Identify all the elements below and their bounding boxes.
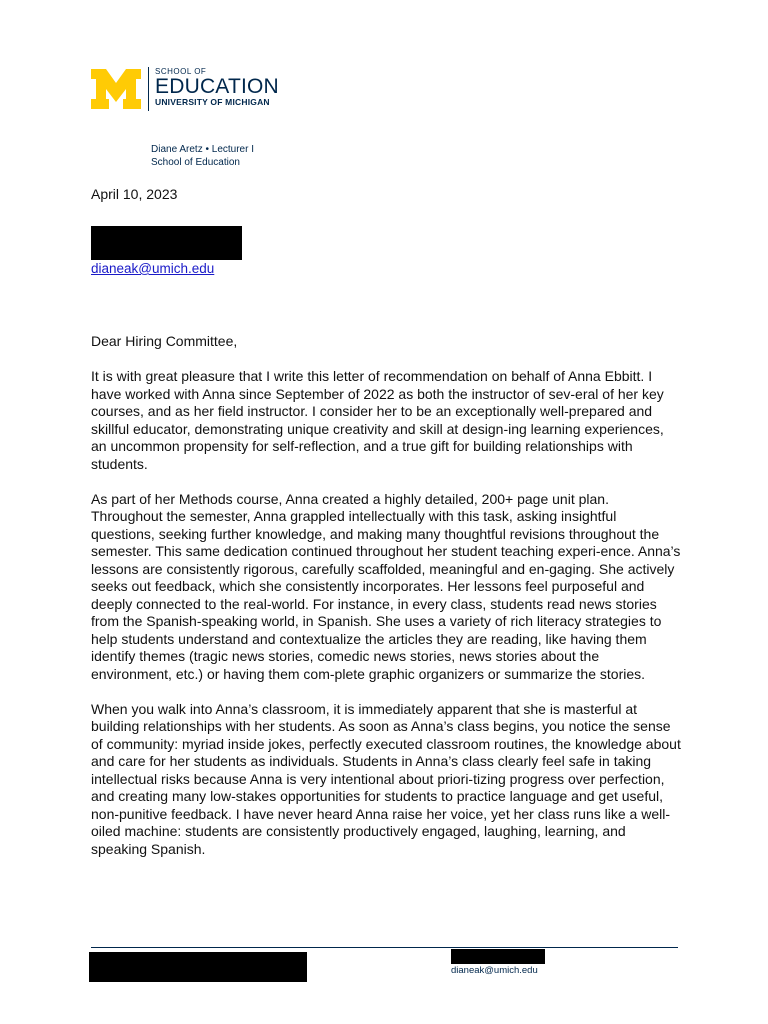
paragraph-2: As part of her Methods course, Anna created a highly detailed, 200+ page unit plan. Throughout the semester, Anna grappled intellectually with this task, asking insightful questions, seeking further knowledge, and making many thoughtful revisions throughout the semester. This same dedication continued throughout her student teaching experi-ence. Anna’s lessons are consistently rigorous, carefully scaffolded, meaningful and en-gaging. She actively seeks out feedback, which she consistently incorporates. Her lessons feel purposeful and deeply connected to the real-world. For instance, in every class, students read news stories from the Spanish-speaking world, in Spanish. She uses a variety of rich literacy strategies to help students understand and contextualize the articles they are reading, like having them identify themes (tragic news stories, comedic news stories, news stories about the environment, etc.) or having them com-plete graphic organizers or summarize the stories.	[91, 490, 681, 682]
paragraph-1: It is with great pleasure that I write this letter of recommendation on behalf of Anna Ebbitt. I have worked with Anna since September of 2022 as both the instructor of sev-eral of her key courses, and as her field instructor. I consider her to be an exceptionally well-prepared and skillful educator, demonstrating unique creativity and skill at design-ing learning experiences, an uncommon propensity for self-reflection, and a true gift for building relationships with students.	[91, 368, 664, 472]
footer-email: dianeak@umich.edu	[451, 965, 538, 976]
letter-date: April 10, 2023	[91, 186, 178, 202]
logo-university: UNIVERSITY OF MICHIGAN	[155, 97, 270, 107]
footer-divider	[91, 947, 678, 948]
logo-education: EDUCATION	[155, 75, 279, 98]
logo-school-of: SCHOOL OF	[155, 67, 207, 76]
block-m-icon	[91, 69, 141, 109]
footer-redacted-left	[89, 952, 307, 982]
salutation: Dear Hiring Committee,	[91, 333, 238, 349]
footer-redacted-right	[451, 949, 545, 964]
contact-email-link[interactable]: dianeak@umich.edu	[91, 261, 215, 276]
logo-divider	[148, 67, 149, 111]
logo-wordmark	[155, 67, 279, 107]
redacted-block	[91, 226, 242, 260]
author-department: School of Education	[151, 157, 240, 168]
author-name-title: Diane Aretz • Lecturer I	[151, 144, 254, 155]
paragraph-3: When you walk into Anna’s classroom, it is immediately apparent that she is masterful at building relationships with her students. As soon as Anna’s class begins, you notice the sense of community: myriad inside jokes, perfectly executed classroom routines, the knowledge about and care for her students as individuals. Students in Anna’s class clearly feel safe in taking intellectual risks because Anna is very intentional about priori-tizing progress over perfection, and creating many low-stakes opportunities for students to practice language and get useful, non-punitive feedback. I have never heard Anna raise her voice, yet her class runs like a well-oiled machine: students are consistently productively engaged, laughing, learning, and speaking Spanish.	[91, 700, 681, 857]
letter-body	[91, 333, 681, 876]
author-block	[151, 143, 254, 169]
